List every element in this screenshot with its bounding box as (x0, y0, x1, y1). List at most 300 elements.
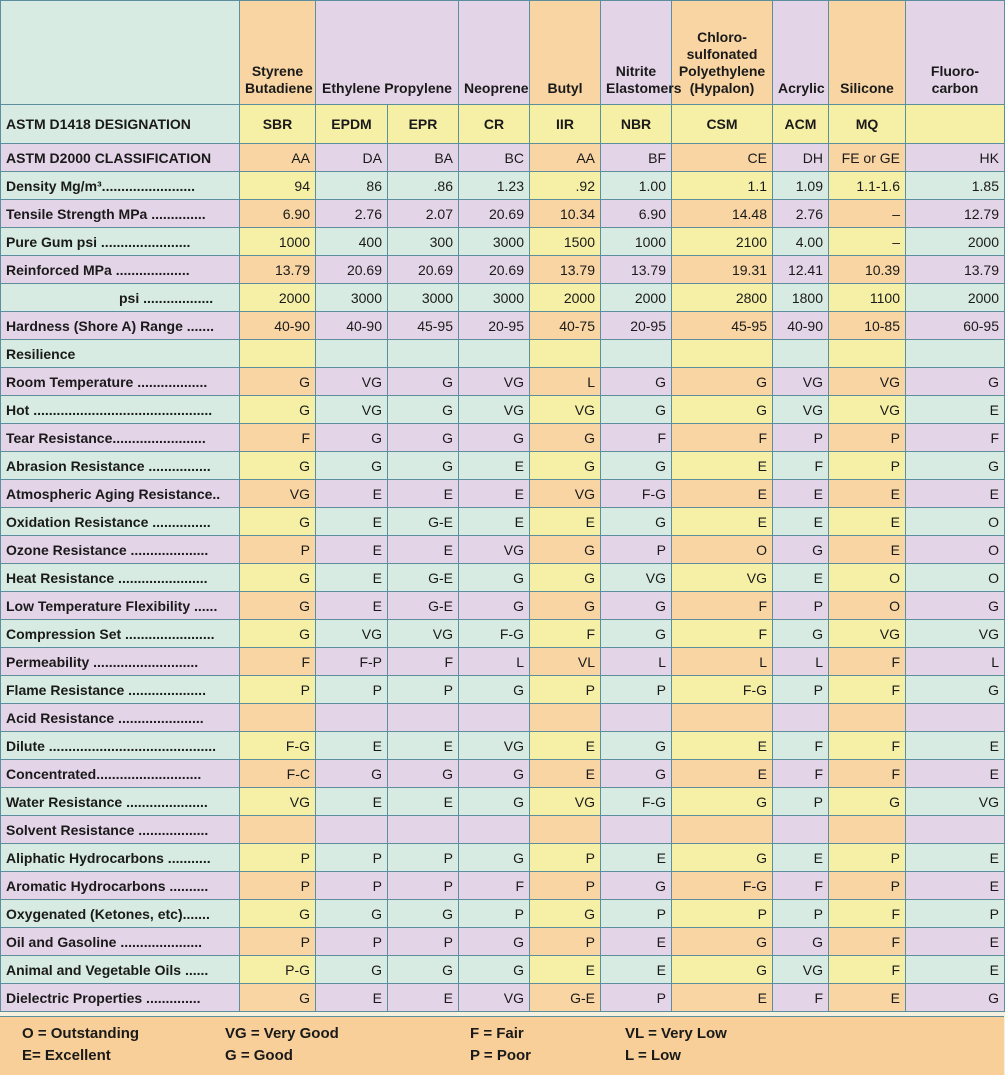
table-cell: BF (601, 144, 672, 172)
table-cell: E (773, 508, 829, 536)
row-label: ASTM D2000 CLASSIFICATION (1, 144, 240, 172)
table-cell: G (316, 900, 388, 928)
table-cell: 13.79 (906, 256, 1005, 284)
column-header: Neoprene (459, 1, 530, 105)
table-row (1, 396, 1005, 424)
table-cell: G (459, 676, 530, 704)
table-row (1, 648, 1005, 676)
table-cell: DA (316, 144, 388, 172)
table-cell (829, 704, 906, 732)
column-header: Chloro- sulfonated Polyethylene (Hypalon) (672, 1, 773, 105)
table-cell: G (388, 424, 459, 452)
table-cell (459, 340, 530, 368)
row-label: Aromatic Hydrocarbons .......... (1, 872, 240, 900)
table-cell: G-E (388, 592, 459, 620)
table-cell: F (829, 900, 906, 928)
table-cell: L (459, 648, 530, 676)
column-header: Nitrite Elastomers (601, 1, 672, 105)
row-label: Solvent Resistance .................. (1, 816, 240, 844)
table-cell: P-G (240, 956, 316, 984)
table-cell: P (829, 872, 906, 900)
table-cell: VG (829, 368, 906, 396)
table-cell: F (530, 620, 601, 648)
table-cell: E (601, 844, 672, 872)
table-cell: 4.00 (773, 228, 829, 256)
table-cell: AA (530, 144, 601, 172)
table-cell: 2000 (906, 228, 1005, 256)
table-cell: 2100 (672, 228, 773, 256)
table-cell: E (672, 760, 773, 788)
table-row (1, 900, 1005, 928)
table-cell: VG (672, 564, 773, 592)
table-cell: G (459, 564, 530, 592)
table-cell: G (240, 452, 316, 480)
table-cell: P (316, 676, 388, 704)
table-cell: VG (459, 984, 530, 1012)
table-cell: VL (530, 648, 601, 676)
table-cell: P (672, 900, 773, 928)
table-cell (459, 704, 530, 732)
table-cell: VG (773, 396, 829, 424)
table-row (1, 172, 1005, 200)
table-cell: .86 (388, 172, 459, 200)
table-row (1, 340, 1005, 368)
table-cell: F (829, 956, 906, 984)
table-cell: G (672, 844, 773, 872)
table-cell: P (601, 984, 672, 1012)
table-row (1, 592, 1005, 620)
table-cell: G (601, 732, 672, 760)
table-cell: G (906, 676, 1005, 704)
table-cell: G (601, 620, 672, 648)
row-label: Abrasion Resistance ................ (1, 452, 240, 480)
table-cell: F (829, 732, 906, 760)
row-label: Dilute ........................................... (1, 732, 240, 760)
table-cell: 10-85 (829, 312, 906, 340)
table-cell: E (829, 480, 906, 508)
table-cell: VG (316, 396, 388, 424)
table-cell: 60-95 (906, 312, 1005, 340)
table-cell: L (530, 368, 601, 396)
table-cell: E (459, 480, 530, 508)
table-cell: P (773, 788, 829, 816)
table-cell: P (240, 928, 316, 956)
table-cell (240, 340, 316, 368)
table-cell: VG (316, 620, 388, 648)
table-cell: E (672, 984, 773, 1012)
column-header: Fluoro- carbon (906, 1, 1005, 105)
table-cell: P (773, 676, 829, 704)
table-cell: P (316, 844, 388, 872)
table-cell: 13.79 (240, 256, 316, 284)
table-cell: F-G (459, 620, 530, 648)
table-cell: 1000 (601, 228, 672, 256)
table-cell: 13.79 (530, 256, 601, 284)
table-cell: E (316, 480, 388, 508)
table-cell: E (388, 536, 459, 564)
table-cell (459, 816, 530, 844)
table-cell: P (240, 676, 316, 704)
table-cell: E (829, 508, 906, 536)
table-cell: G (906, 592, 1005, 620)
table-cell: E (672, 732, 773, 760)
table-cell (240, 704, 316, 732)
table-cell: VG (530, 480, 601, 508)
table-cell: 19.31 (672, 256, 773, 284)
table-cell: VG (829, 620, 906, 648)
designation-cell: EPDM (316, 105, 388, 144)
table-cell: L (601, 648, 672, 676)
table-cell: G (601, 872, 672, 900)
row-label: Water Resistance ..................... (1, 788, 240, 816)
table-cell (388, 340, 459, 368)
table-cell: 2.76 (316, 200, 388, 228)
table-cell: 3000 (388, 284, 459, 312)
table-cell: G (459, 592, 530, 620)
table-row (1, 424, 1005, 452)
table-cell (773, 816, 829, 844)
table-cell: P (906, 900, 1005, 928)
table-cell: G (672, 396, 773, 424)
table-cell: G-E (388, 564, 459, 592)
row-label: Atmospheric Aging Resistance.. (1, 480, 240, 508)
table-cell: E (773, 480, 829, 508)
table-cell: VG (459, 732, 530, 760)
table-cell: 45-95 (388, 312, 459, 340)
table-row (1, 760, 1005, 788)
table-cell: G (601, 396, 672, 424)
designation-cell: IIR (530, 105, 601, 144)
row-label: Tensile Strength MPa .............. (1, 200, 240, 228)
table-cell: G (601, 592, 672, 620)
table-cell: E (530, 508, 601, 536)
row-label: Resilience (1, 340, 240, 368)
table-cell: F (773, 452, 829, 480)
row-label: Density Mg/m³........................ (1, 172, 240, 200)
table-cell: F (773, 732, 829, 760)
table-cell: P (773, 424, 829, 452)
table-cell: 40-90 (773, 312, 829, 340)
table-cell: VG (773, 368, 829, 396)
table-cell: E (906, 872, 1005, 900)
table-cell: VG (240, 788, 316, 816)
row-label: psi .................. (1, 284, 240, 312)
table-cell (601, 704, 672, 732)
table-cell: P (601, 900, 672, 928)
legend (0, 1016, 1004, 1075)
table-cell (316, 704, 388, 732)
table-cell: E (316, 536, 388, 564)
table-cell: G (672, 788, 773, 816)
table-cell: F (773, 872, 829, 900)
table-cell: P (530, 928, 601, 956)
table-cell: E (388, 788, 459, 816)
table-cell (388, 816, 459, 844)
table-cell: G (601, 368, 672, 396)
table-cell: E (316, 592, 388, 620)
table-cell: G (459, 928, 530, 956)
table-cell: 14.48 (672, 200, 773, 228)
table-cell: VG (316, 368, 388, 396)
table-cell (773, 340, 829, 368)
table-cell: E (388, 984, 459, 1012)
table-cell: G (240, 564, 316, 592)
table-cell (906, 340, 1005, 368)
table-cell: P (459, 900, 530, 928)
table-cell: 6.90 (601, 200, 672, 228)
row-label: Permeability ........................... (1, 648, 240, 676)
designation-cell: SBR (240, 105, 316, 144)
table-cell: O (906, 536, 1005, 564)
table-cell: F-P (316, 648, 388, 676)
table-cell: G (530, 452, 601, 480)
table-cell: G (601, 508, 672, 536)
row-label: Flame Resistance .................... (1, 676, 240, 704)
table-row (1, 508, 1005, 536)
table-cell: P (388, 676, 459, 704)
table-cell: AA (240, 144, 316, 172)
table-row (1, 200, 1005, 228)
table-cell: G (530, 536, 601, 564)
legend-excellent: E= Excellent (22, 1047, 111, 1064)
table-cell: F-G (672, 676, 773, 704)
table-cell: P (388, 872, 459, 900)
column-header: Styrene Butadiene (240, 1, 316, 105)
table-row (1, 256, 1005, 284)
table-cell: P (829, 424, 906, 452)
table-cell: E (906, 928, 1005, 956)
table-cell: 1.00 (601, 172, 672, 200)
table-cell: G (530, 900, 601, 928)
table-cell: G (388, 760, 459, 788)
table-cell: G (530, 592, 601, 620)
table-cell: P (240, 872, 316, 900)
table-cell (530, 704, 601, 732)
table-cell: G (906, 984, 1005, 1012)
table-cell (773, 704, 829, 732)
table-row (1, 928, 1005, 956)
table-cell: 40-75 (530, 312, 601, 340)
table-cell: E (388, 480, 459, 508)
table-cell: E (672, 508, 773, 536)
table-cell: 2000 (906, 284, 1005, 312)
table-cell: G (773, 536, 829, 564)
table-cell: F (829, 648, 906, 676)
table-cell: F-G (601, 788, 672, 816)
table-cell: P (530, 872, 601, 900)
table-cell: 94 (240, 172, 316, 200)
table-cell: E (906, 760, 1005, 788)
column-header: Ethylene Propylene (316, 1, 459, 105)
row-label: Oxidation Resistance ............... (1, 508, 240, 536)
table-cell: 2000 (601, 284, 672, 312)
table-cell: HK (906, 144, 1005, 172)
table-cell: G (530, 424, 601, 452)
table-cell: P (388, 928, 459, 956)
table-cell: G (316, 956, 388, 984)
row-label: Dielectric Properties .............. (1, 984, 240, 1012)
table-cell: G (829, 788, 906, 816)
row-label: Aliphatic Hydrocarbons ........... (1, 844, 240, 872)
table-cell (601, 340, 672, 368)
table-cell: 1000 (240, 228, 316, 256)
table-cell: 40-90 (316, 312, 388, 340)
table-cell: F (773, 984, 829, 1012)
table-cell: G (240, 508, 316, 536)
table-cell: G (316, 760, 388, 788)
table-cell: F-C (240, 760, 316, 788)
legend-low: L = Low (625, 1047, 681, 1064)
table-cell: G (388, 368, 459, 396)
table-cell: 1500 (530, 228, 601, 256)
table-cell: E (773, 844, 829, 872)
table-cell: P (240, 536, 316, 564)
table-cell: VG (906, 788, 1005, 816)
table-cell: 20.69 (459, 200, 530, 228)
table-cell: E (459, 452, 530, 480)
table-cell: G (240, 368, 316, 396)
table-cell: G (459, 760, 530, 788)
table-row (1, 620, 1005, 648)
table-cell: F (829, 676, 906, 704)
table-cell: 2000 (530, 284, 601, 312)
table-cell: L (773, 648, 829, 676)
table-cell: O (906, 508, 1005, 536)
table-cell: E (773, 564, 829, 592)
table-cell: VG (459, 536, 530, 564)
table-cell: CE (672, 144, 773, 172)
row-label: Compression Set ....................... (1, 620, 240, 648)
table-cell: E (906, 396, 1005, 424)
table-cell: VG (829, 396, 906, 424)
table-cell: 3000 (316, 284, 388, 312)
table-cell: G (240, 592, 316, 620)
table-cell: 2800 (672, 284, 773, 312)
table-row (1, 452, 1005, 480)
header-corner (1, 1, 240, 105)
table-row (1, 704, 1005, 732)
table-cell (672, 704, 773, 732)
table-cell: E (906, 956, 1005, 984)
table-cell: G (240, 900, 316, 928)
table-row (1, 676, 1005, 704)
table-row (1, 284, 1005, 312)
table-cell: P (240, 844, 316, 872)
designation-cell: MQ (829, 105, 906, 144)
table-row (1, 312, 1005, 340)
table-cell: E (829, 984, 906, 1012)
table-row (1, 480, 1005, 508)
table-cell: G-E (530, 984, 601, 1012)
row-label: Reinforced MPa ................... (1, 256, 240, 284)
table-row (1, 228, 1005, 256)
table-cell: F (240, 424, 316, 452)
table-cell: P (316, 928, 388, 956)
table-cell: G (601, 760, 672, 788)
table-cell (316, 340, 388, 368)
row-label: Heat Resistance ....................... (1, 564, 240, 592)
table-cell (240, 816, 316, 844)
designation-cell: EPR (388, 105, 459, 144)
table-cell: L (906, 648, 1005, 676)
table-cell: 20-95 (459, 312, 530, 340)
table-cell: VG (530, 788, 601, 816)
table-cell: G-E (388, 508, 459, 536)
table-cell: VG (459, 368, 530, 396)
column-header: Silicone (829, 1, 906, 105)
table-cell: G (906, 368, 1005, 396)
table-cell: G (388, 900, 459, 928)
table-cell (906, 704, 1005, 732)
table-cell: G (459, 424, 530, 452)
table-cell: G (316, 424, 388, 452)
table-cell: 1.85 (906, 172, 1005, 200)
table-cell: 12.41 (773, 256, 829, 284)
table-cell: P (388, 844, 459, 872)
table-cell: E (601, 928, 672, 956)
table-cell: G (240, 984, 316, 1012)
row-label: Room Temperature .................. (1, 368, 240, 396)
legend-outstanding: O = Outstanding (22, 1025, 140, 1042)
table-row (1, 368, 1005, 396)
table-cell: G (601, 452, 672, 480)
table-cell: P (829, 452, 906, 480)
table-cell: E (601, 956, 672, 984)
designation-cell: NBR (601, 105, 672, 144)
table-cell: F (829, 760, 906, 788)
legend-very-good: VG = Very Good (225, 1025, 339, 1042)
table-cell: F (240, 648, 316, 676)
table-cell: VG (601, 564, 672, 592)
table-cell: G (459, 788, 530, 816)
table-cell: G (530, 564, 601, 592)
table-cell: G (672, 956, 773, 984)
table-cell: P (530, 844, 601, 872)
table-cell: E (672, 480, 773, 508)
table-cell: 13.79 (601, 256, 672, 284)
designation-label: ASTM D1418 DESIGNATION (1, 105, 240, 144)
table-row (1, 956, 1005, 984)
row-label: Concentrated........................... (1, 760, 240, 788)
table-cell: G (459, 956, 530, 984)
table-cell: 6.90 (240, 200, 316, 228)
table-row (1, 816, 1005, 844)
table-cell: 1.09 (773, 172, 829, 200)
table-cell: P (773, 900, 829, 928)
table-cell: G (672, 928, 773, 956)
table-cell: F (601, 424, 672, 452)
table-cell: 1100 (829, 284, 906, 312)
table-cell: O (829, 592, 906, 620)
row-label: Ozone Resistance .................... (1, 536, 240, 564)
row-label: Tear Resistance........................ (1, 424, 240, 452)
table-cell: F (829, 928, 906, 956)
table-cell: VG (459, 396, 530, 424)
table-row (1, 872, 1005, 900)
table-cell: 400 (316, 228, 388, 256)
designation-cell: ACM (773, 105, 829, 144)
designation-cell: CR (459, 105, 530, 144)
table-cell: 20.69 (316, 256, 388, 284)
table-cell: G (672, 368, 773, 396)
table-cell: F-G (672, 872, 773, 900)
table-cell (388, 704, 459, 732)
table-cell: 20.69 (388, 256, 459, 284)
table-cell: – (829, 200, 906, 228)
table-cell: E (316, 732, 388, 760)
table-cell: 3000 (459, 284, 530, 312)
table-cell (829, 816, 906, 844)
